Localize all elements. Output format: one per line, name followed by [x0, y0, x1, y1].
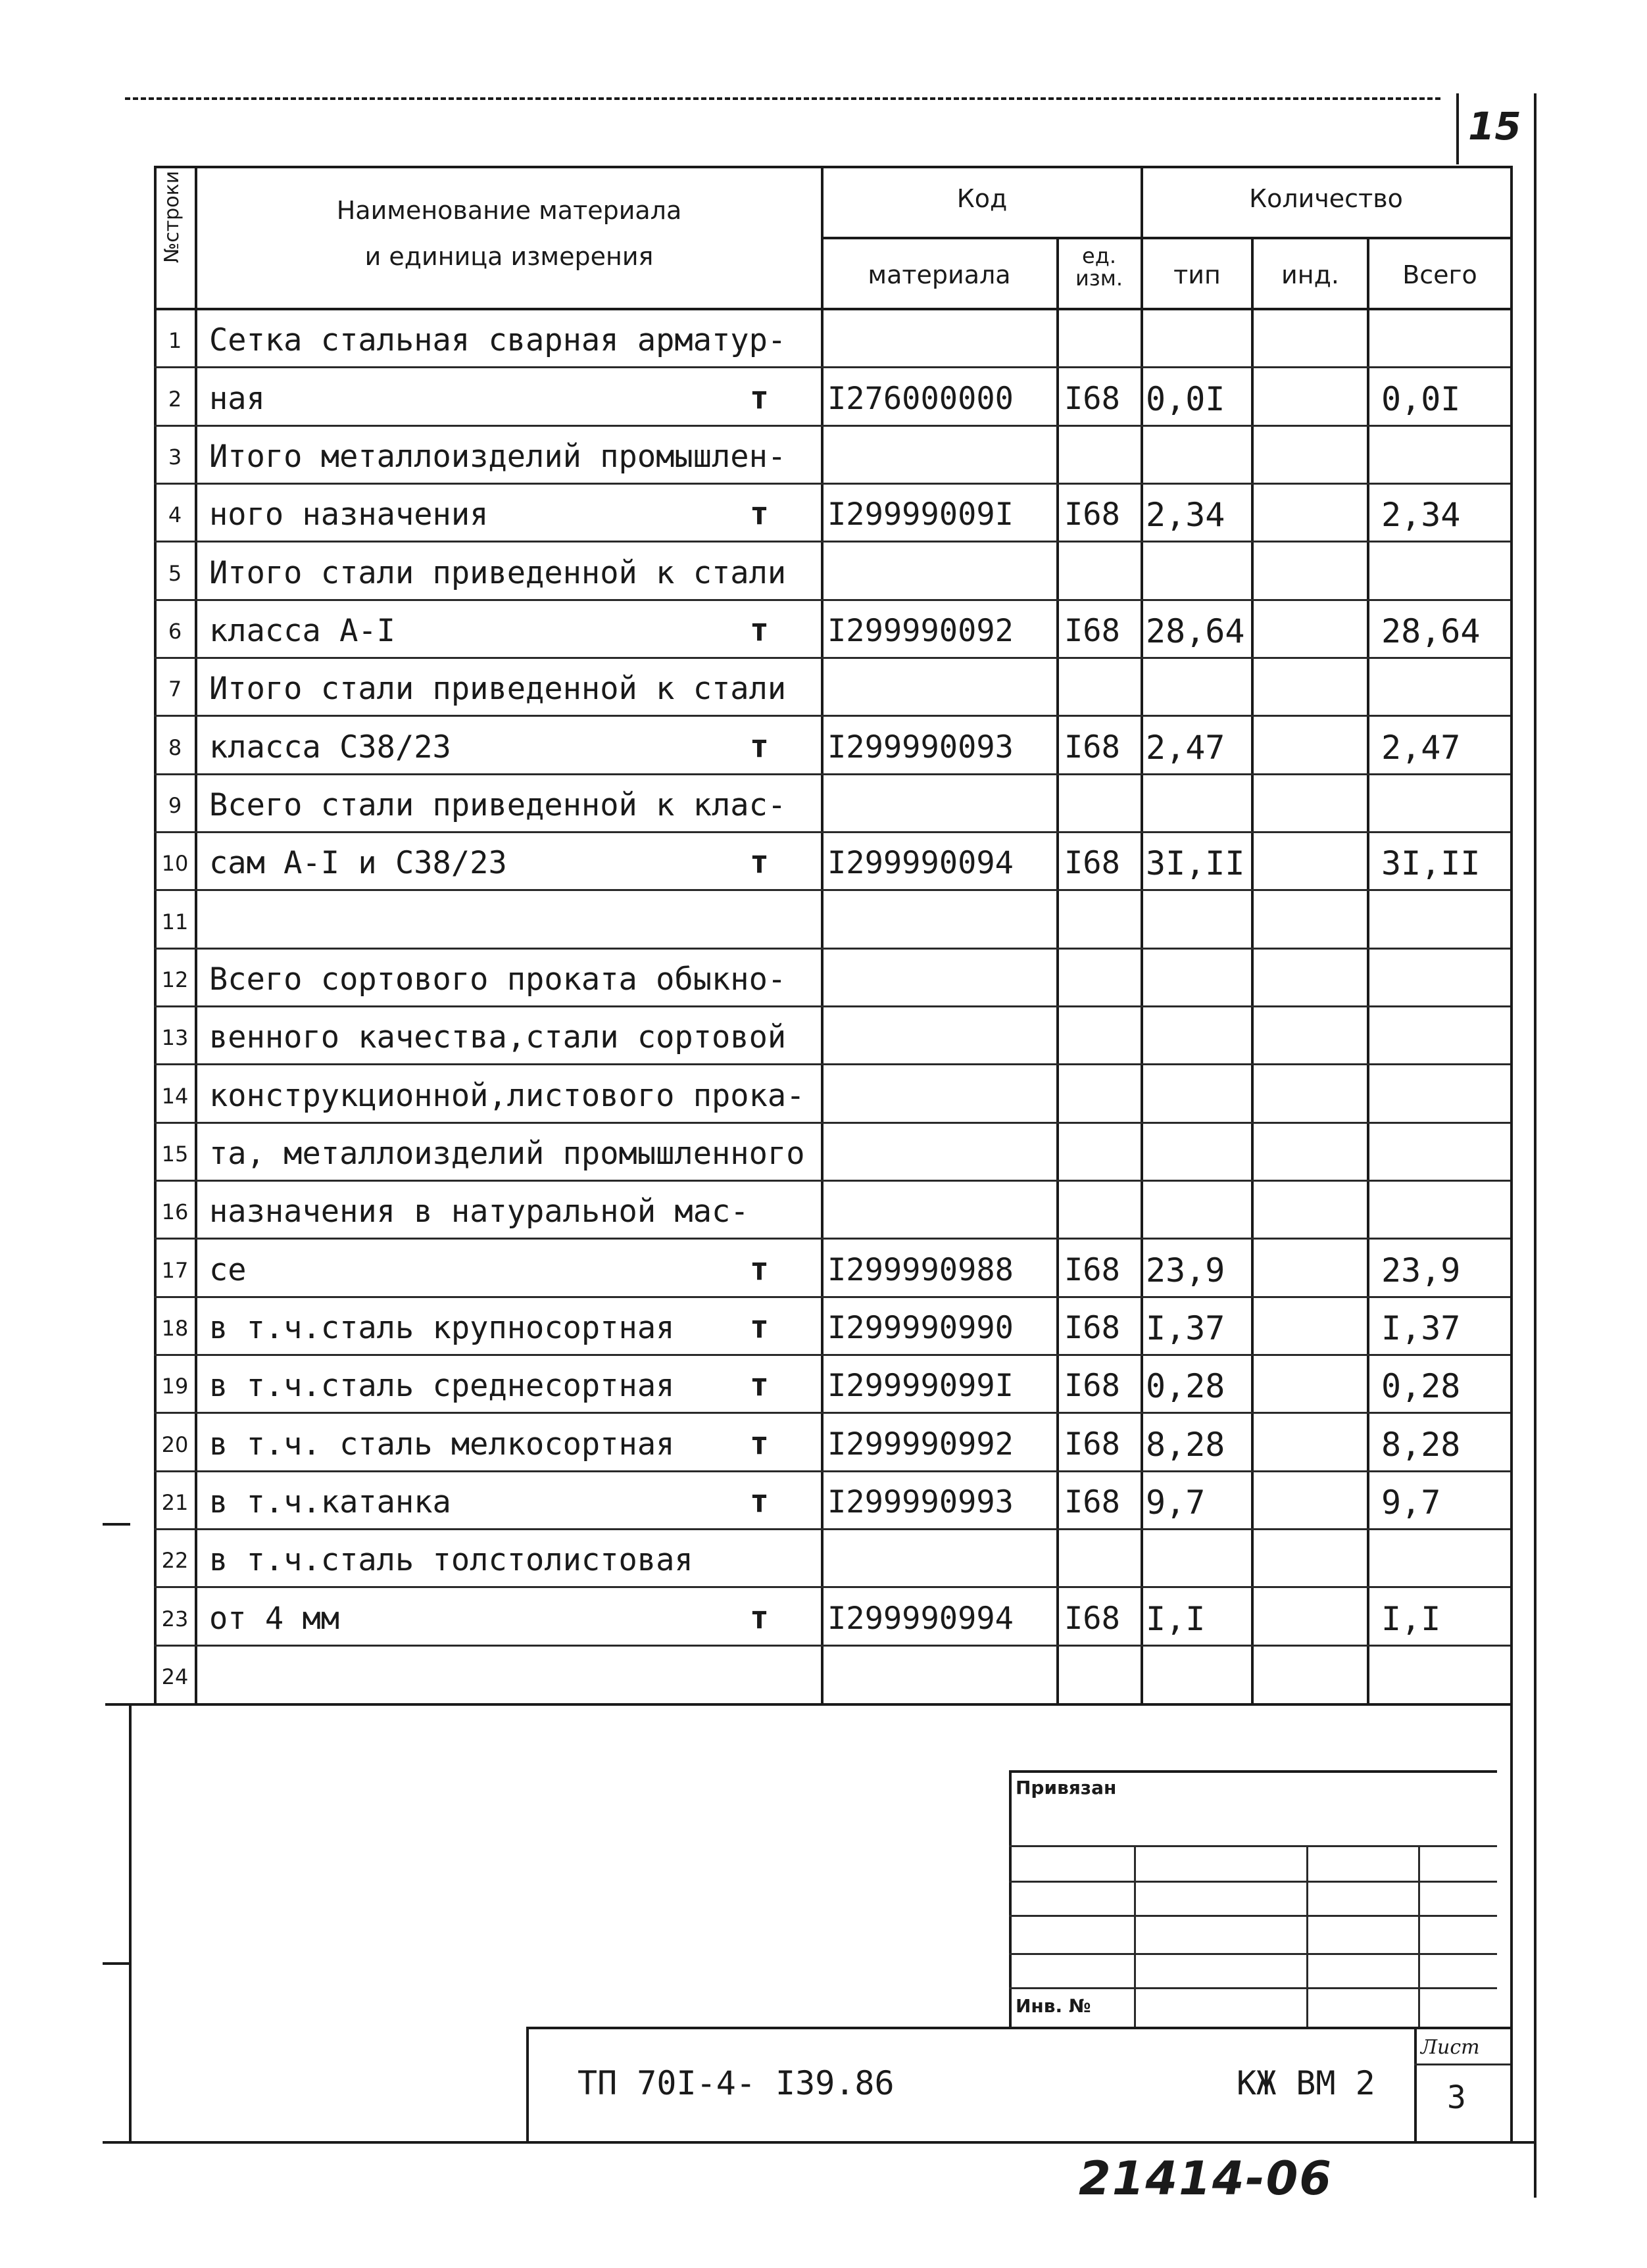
lower-frame-right	[1510, 1703, 1513, 2142]
quantity-total: I,37	[1381, 1309, 1461, 1347]
privyazan-label: Привязан	[1016, 1777, 1117, 1798]
table-row	[154, 890, 1510, 948]
material-code: I299990992	[827, 1426, 1014, 1462]
material-name: се	[209, 1251, 247, 1288]
material-name: Итого стали приведенной к стали	[209, 554, 787, 591]
material-name: ного назначения	[209, 496, 489, 533]
unit-of-measure-short: т	[750, 1424, 769, 1462]
material-name: в т.ч.сталь толстолистовая	[209, 1542, 693, 1579]
page-number: 15	[1468, 104, 1521, 149]
quantity-total: 0,0I	[1381, 379, 1461, 418]
unit-of-measure-short: т	[750, 1366, 769, 1404]
material-name: от 4 мм	[209, 1600, 340, 1637]
quantity-total: 2,47	[1381, 728, 1461, 767]
sheet-box-left	[1414, 2027, 1417, 2142]
row-number: 12	[161, 967, 189, 992]
left-margin-tick-1	[103, 1523, 130, 1526]
material-name: в т.ч.сталь среднесортная	[209, 1368, 675, 1405]
quantity-type: 3I,II	[1146, 844, 1245, 883]
row-number: 4	[168, 502, 182, 528]
privyazan-row-3	[1009, 1915, 1497, 1917]
row-number: 20	[161, 1432, 189, 1457]
quantity-type: 23,9	[1146, 1251, 1225, 1290]
row-number: 7	[168, 677, 182, 702]
quantity-total: 2,34	[1381, 496, 1461, 535]
row-number: 8	[168, 735, 182, 760]
quantity-group-header: Количество	[1249, 184, 1403, 213]
sheet-label: Лист	[1421, 2036, 1480, 2059]
quantity-type: 28,64	[1146, 612, 1245, 650]
page-number-box-left	[1456, 93, 1459, 164]
material-code: I299990988	[827, 1251, 1014, 1288]
quantity-type: 8,28	[1146, 1425, 1225, 1464]
row-number: 14	[161, 1083, 189, 1109]
header-mid-border	[822, 237, 1510, 239]
code-group-header: Код	[956, 184, 1008, 213]
row-number: 13	[161, 1025, 189, 1051]
inv-label: Инв. №	[1016, 1995, 1091, 2017]
title-block-top	[526, 2027, 1510, 2029]
uom-header: ед. изм.	[1075, 243, 1123, 291]
privyazan-row-2	[1009, 1881, 1497, 1883]
material-name: класса С38/23	[209, 729, 451, 765]
table-bottom-border	[105, 1703, 1510, 1706]
total-header: Всего	[1402, 260, 1477, 289]
unit-of-measure-short: т	[750, 844, 769, 881]
quantity-total: 0,28	[1381, 1367, 1461, 1406]
unit-of-measure-short: т	[750, 1308, 769, 1345]
document-code: ТП 70I-4- I39.86	[578, 2064, 895, 2102]
uom-code: I68	[1064, 1368, 1120, 1405]
table-top-border	[154, 166, 1510, 168]
material-name: класса А-I	[209, 612, 395, 649]
unit-of-measure-short: т	[750, 1599, 769, 1636]
uom-code: I68	[1064, 380, 1120, 417]
uom-code: I68	[1064, 1251, 1120, 1288]
row-number: 6	[168, 618, 182, 644]
row-number: 9	[168, 792, 182, 818]
material-name: конструкционной,листового прока-	[209, 1077, 805, 1114]
privyazan-row-1	[1009, 1845, 1497, 1847]
row-number: 10	[161, 851, 189, 877]
quantity-type: I,37	[1146, 1309, 1225, 1347]
material-name: в т.ч.катанка	[209, 1484, 451, 1520]
left-margin-tick-2	[103, 1962, 130, 1965]
row-number: 17	[161, 1257, 189, 1283]
uom-code: I68	[1064, 496, 1120, 533]
privyazan-row-5	[1009, 1987, 1497, 1989]
material-code: I299990093	[827, 729, 1014, 765]
quantity-total: 23,9	[1381, 1251, 1461, 1290]
row-number: 21	[161, 1489, 189, 1515]
unit-of-measure-short: т	[750, 495, 769, 533]
unit-of-measure-short: т	[750, 611, 769, 648]
quantity-type: 2,47	[1146, 728, 1225, 767]
material-name: в т.ч. сталь мелкосортная	[209, 1426, 675, 1462]
unit-of-measure-short: т	[750, 379, 769, 416]
sheet-number: 3	[1447, 2079, 1466, 2116]
title-block-left	[526, 2027, 529, 2142]
row-number: 5	[168, 560, 182, 586]
uom-code: I68	[1064, 1426, 1120, 1462]
row-number: 2	[168, 386, 182, 412]
quantity-total: 9,7	[1381, 1483, 1441, 1522]
privyazan-left	[1009, 1770, 1012, 2028]
uom-code: I68	[1064, 1600, 1120, 1637]
material-name: та, металлоизделий промышленного	[209, 1135, 805, 1172]
quantity-total: 8,28	[1381, 1425, 1461, 1464]
material-name: Итого стали приведенной к стали	[209, 671, 787, 708]
privyazan-row-4	[1009, 1953, 1497, 1955]
row-number: 24	[161, 1664, 189, 1689]
top-dashed-line	[125, 97, 1440, 100]
row-number: 1	[168, 328, 182, 354]
material-name: Итого металлоизделий промышлен-	[209, 438, 787, 475]
row-number: 18	[161, 1315, 189, 1341]
row-number-header: №строки	[160, 170, 184, 263]
row-number: 23	[161, 1606, 189, 1631]
uom-code: I68	[1064, 1309, 1120, 1346]
quantity-type: 2,34	[1146, 496, 1225, 535]
material-name: Сетка стальная сварная арматур-	[209, 322, 787, 359]
material-code: I299990092	[827, 612, 1014, 649]
privyazan-col-1	[1134, 1845, 1136, 2028]
material-code: I276000000	[827, 380, 1014, 417]
sheet-box-divider	[1414, 2063, 1510, 2065]
lower-frame-bottom	[103, 2141, 1534, 2144]
privyazan-col-3	[1418, 1845, 1420, 2028]
uom-code: I68	[1064, 612, 1120, 649]
name-header-line1: Наименование материала	[336, 196, 682, 225]
quantity-type: 0,28	[1146, 1367, 1225, 1406]
quantity-total: 28,64	[1381, 612, 1481, 650]
lower-frame-left	[129, 1703, 132, 2142]
material-name: ная	[209, 380, 265, 417]
material-code: I299990993	[827, 1484, 1014, 1520]
material-name: венного качества,стали сортовой	[209, 1019, 787, 1056]
material-name: Всего сортового проката обыкно-	[209, 961, 787, 998]
row-number: 15	[161, 1141, 189, 1167]
privyazan-col-2	[1306, 1845, 1308, 2028]
quantity-type: 9,7	[1146, 1483, 1206, 1522]
uom-code: I68	[1064, 729, 1120, 765]
name-header-line2: и единица измерения	[364, 242, 654, 271]
quantity-type: I,I	[1146, 1599, 1206, 1638]
privyazan-top	[1009, 1770, 1497, 1773]
quantity-total: I,I	[1381, 1599, 1441, 1638]
material-name: сам А-I и С38/23	[209, 845, 507, 882]
table-row	[154, 1645, 1510, 1703]
uom-code: I68	[1064, 1484, 1120, 1520]
row-number: 16	[161, 1199, 189, 1225]
unit-of-measure-short: т	[750, 1482, 769, 1520]
section-code: КЖ ВМ 2	[1237, 2064, 1375, 2102]
ind-header: инд.	[1281, 260, 1339, 289]
row-number: 11	[161, 909, 189, 934]
uom-code: I68	[1064, 845, 1120, 882]
unit-of-measure-short: т	[750, 727, 769, 765]
row-number: 22	[161, 1548, 189, 1574]
page-right-border	[1534, 93, 1536, 2198]
row-number: 19	[161, 1374, 189, 1399]
quantity-type: 0,0I	[1146, 379, 1225, 418]
material-name: назначения в натуральной мас-	[209, 1194, 749, 1230]
material-code: I299990994	[827, 1600, 1014, 1637]
material-name: в т.ч.сталь крупносортная	[209, 1309, 675, 1346]
handwritten-archive-number: 21414-06	[1079, 2152, 1333, 2206]
quantity-total: 3I,II	[1381, 844, 1481, 883]
material-code: I29999099I	[827, 1368, 1014, 1405]
unit-of-measure-short: т	[750, 1250, 769, 1288]
material-code: I299990990	[827, 1309, 1014, 1346]
material-name: Всего стали приведенной к клас-	[209, 786, 787, 823]
material-code-header: материала	[868, 260, 1011, 289]
row-number: 3	[168, 444, 182, 470]
type-header: тип	[1173, 260, 1221, 289]
material-code: I299990094	[827, 845, 1014, 882]
material-code: I29999009I	[827, 496, 1014, 533]
table-right-border	[1510, 166, 1513, 1704]
